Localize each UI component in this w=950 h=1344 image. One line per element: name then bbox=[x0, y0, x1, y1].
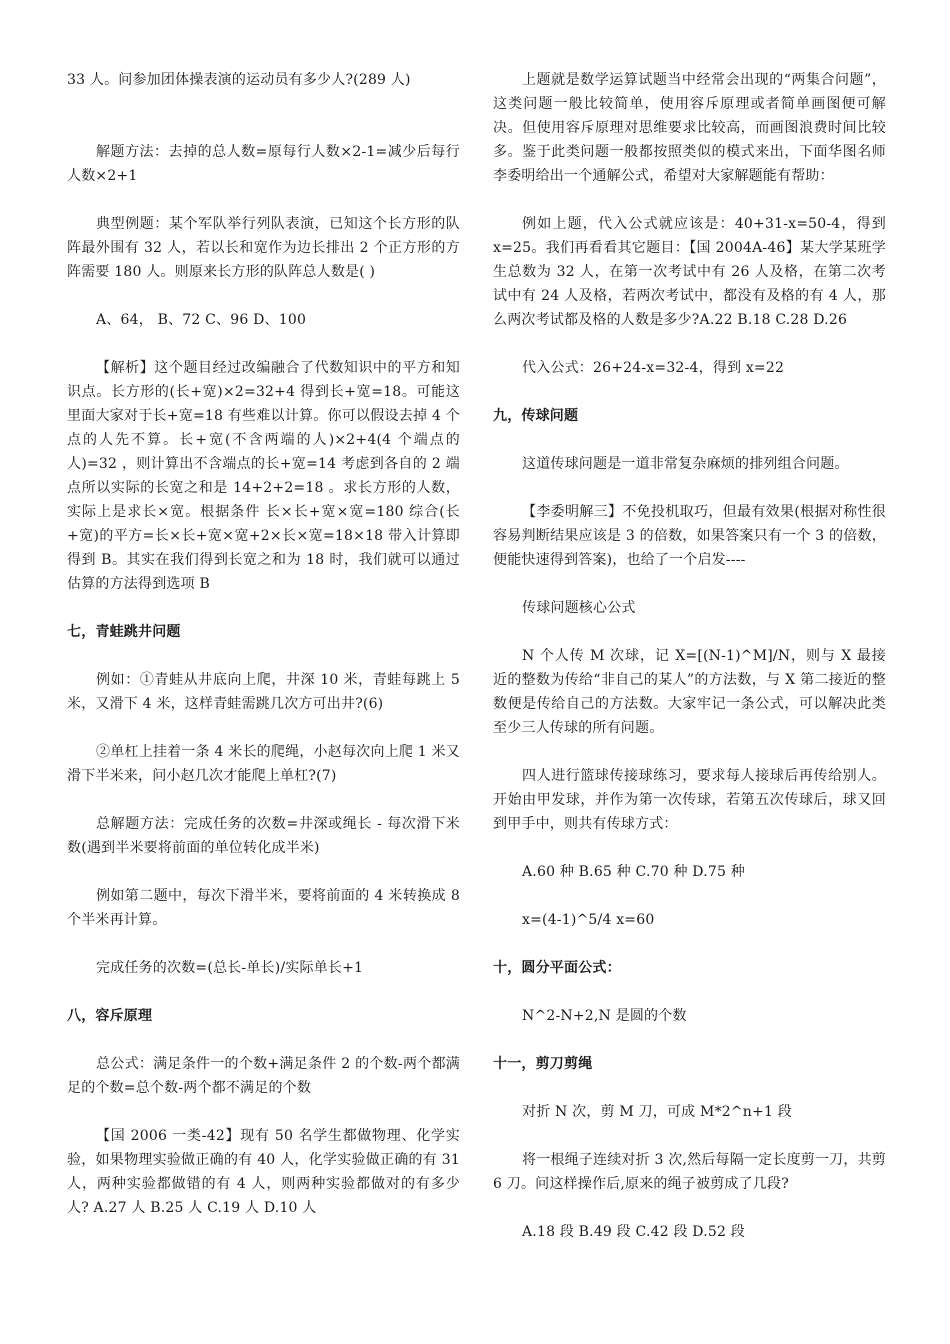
section-heading: 十，圆分平面公式： bbox=[493, 960, 621, 976]
paragraph: 代入公式：26+24-x=32-4，得到 x=22 bbox=[522, 360, 785, 376]
answer-options: A.60 种 B.65 种 C.70 种 D.75 种 bbox=[522, 864, 745, 880]
paragraph: 例如第二题中，每次下滑半米，要将前面的 4 米转换成 8 个半米再计算。 bbox=[67, 888, 460, 928]
paragraph: 例如：①青蛙从井底向上爬，井深 10 米，青蛙每跳上 5 米，又滑下 4 米，这样青蛙需跳几次方可出井?(6) bbox=[67, 672, 460, 712]
paragraph: x=(4-1)^5/4 x=60 bbox=[522, 912, 655, 928]
paragraph: 【国 2006 一类-42】现有 50 名学生都做物理、化学实验，如果物理实验做正确的有 40 人，化学实验做正确的有 31 人，两种实验都做错的有 4 人，则两种实验都做对的有多少人? A.27 人 B.25 人 C.19 人 D.10 人 bbox=[67, 1128, 460, 1216]
paragraph: 总解题方法：完成任务的次数=井深或绳长 - 每次滑下米数(遇到半米要将前面的单位转化成半米) bbox=[67, 816, 460, 856]
right-column bbox=[493, 68, 886, 1244]
answer-options: A.18 段 B.49 段 C.42 段 D.52 段 bbox=[522, 1224, 745, 1240]
section-heading: 九，传球问题 bbox=[493, 408, 579, 424]
left-column bbox=[67, 68, 460, 1220]
section-heading: 十一，剪刀剪绳 bbox=[493, 1056, 593, 1072]
paragraph: 总公式：满足条件一的个数+满足条件 2 的个数-两个都满足的个数=总个数-两个都不满足的个数 bbox=[67, 1056, 460, 1096]
paragraph: 【李委明解三】不免投机取巧，但最有效果(根据对称性很容易判断结果应该是 3 的倍数，如果答案只有一个 3 的倍数，便能快速得到答案)，也给了一个启发---- bbox=[493, 504, 886, 568]
paragraph: ②单杠上挂着一条 4 米长的爬绳，小赵每次向上爬 1 米又滑下半米来，问小赵几次才能爬上单杠?(7) bbox=[67, 744, 460, 784]
paragraph: 33 人。问参加团体操表演的运动员有多少人?(289 人) bbox=[67, 72, 411, 88]
paragraph: 对折 N 次，剪 M 刀，可成 M*2^n+1 段 bbox=[522, 1104, 792, 1120]
section-heading: 七，青蛙跳井问题 bbox=[67, 624, 181, 640]
paragraph: 传球问题核心公式 bbox=[522, 600, 636, 616]
paragraph: 四人进行篮球传接球练习，要求每人接球后再传给别人。开始由甲发球，并作为第一次传球，若第五次传球后，球又回到甲手中，则共有传球方式： bbox=[493, 768, 886, 832]
section-heading: 八，容斥原理 bbox=[67, 1008, 153, 1024]
paragraph: 完成任务的次数=(总长-单长)/实际单长+1 bbox=[96, 960, 364, 976]
paragraph: 例如上题，代入公式就应该是：40+31-x=50-4，得到 x=25。我们再看看其它题目：【国 2004A-46】某大学某班学生总数为 32 人，在第一次考试中有 26 人及格，在第二次考试中有 24 人及格，若两次考试中，都没有及格的有 4 人，那么两次考试都及格的人数是多少?A.22 B.18 C.28 D.26 bbox=[493, 216, 886, 328]
paragraph: N 个人传 M 次球，记 X=[(N-1)^M]/N，则与 X 最接近的整数为传给“非自己的某人”的方法数，与 X 第二接近的整数便是传给自己的方法数。大家牢记一条公式，可以解决此类至少三人传球的所有问题。 bbox=[493, 648, 886, 736]
paragraph: N^2-N+2,N 是圆的个数 bbox=[522, 1008, 687, 1024]
paragraph: 解题方法：去掉的总人数=原每行人数×2-1=减少后每行人数×2+1 bbox=[67, 144, 460, 184]
paragraph: 上题就是数学运算试题当中经常会出现的“两集合问题”，这类问题一般比较简单，使用容斥原理或者简单画图便可解决。但使用容斥原理对思维要求比较高，而画图浪费时间比较多。鉴于此类问题一般都按照类似的模式来出，下面华图名师李委明给出一个通解公式，希望对大家解题能有帮助： bbox=[493, 72, 886, 184]
paragraph: 【解析】这个题目经过改编融合了代数知识中的平方和知识点。长方形的(长+宽)×2=32+4 得到长+宽=18。可能这里面大家对于长+宽=18 有些难以计算。你可以假设去掉 4 个点的人先不算。长+宽(不含两端的人)×2+4(4 个端点的人)=32 ，则计算出不含端点的长+宽=14 考虑到各自的 2 端点所以实际的长宽之和是 14+2+2=18 。求长方形的人数，实际上是求长×宽。根据条件 长×长+宽×宽=180 综合(长+宽)的平方=长×长+宽×宽+2×长×宽=18×18 带入计算即得到 B。其实在我们得到长宽之和为 18 时，我们就可以通过估算的方法得到选项 B bbox=[67, 360, 460, 592]
answer-options: A、64， B、72 C、96 D、100 bbox=[96, 312, 307, 328]
paragraph: 这道传球问题是一道非常复杂麻烦的排列组合问题。 bbox=[522, 456, 849, 472]
paragraph: 将一根绳子连续对折 3 次,然后每隔一定长度剪一刀，共剪 6 刀。问这样操作后,原来的绳子被剪成了几段? bbox=[493, 1152, 886, 1192]
paragraph: 典型例题：某个军队举行列队表演，已知这个长方形的队阵最外围有 32 人，若以长和宽作为边长排出 2 个正方形的方阵需要 180 人。则原来长方形的队阵总人数是( ) bbox=[67, 216, 460, 280]
